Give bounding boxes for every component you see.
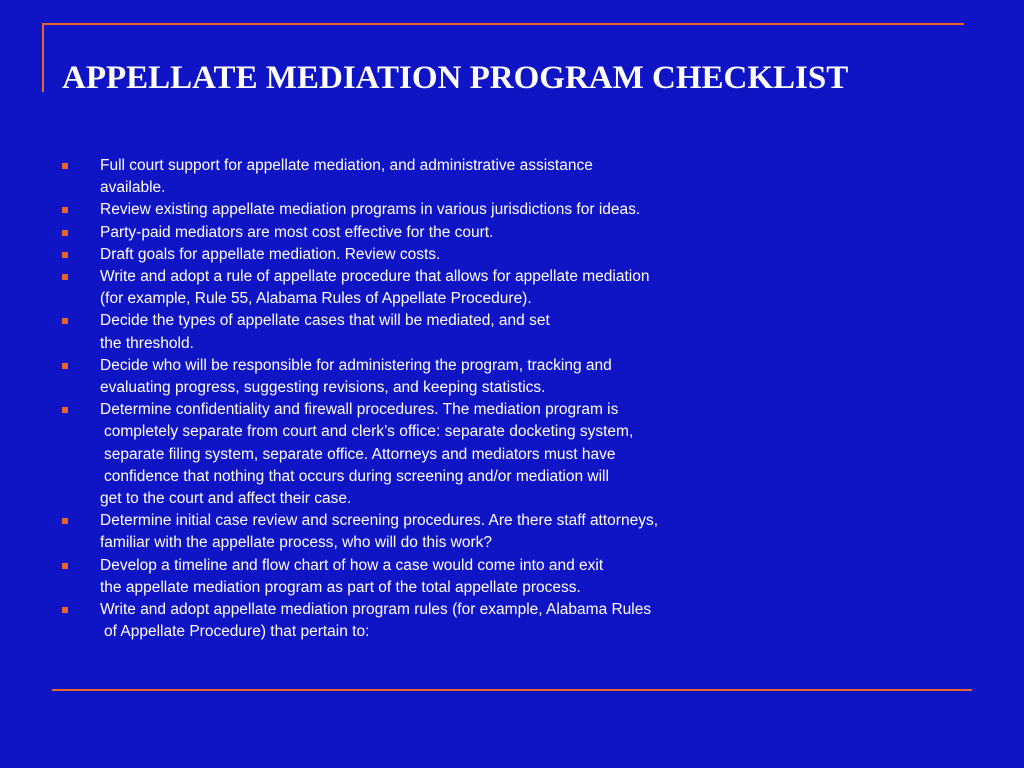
square-bullet-icon <box>62 318 68 324</box>
item-line: Write and adopt a rule of appellate procedure that allows for appellate mediation <box>100 268 650 286</box>
item-line: Full court support for appellate mediation, and administrative assistance <box>100 157 593 174</box>
item-line: the appellate mediation program as part of the total appellate process. <box>100 578 581 596</box>
item-line: of Appellate Procedure) that pertain to: <box>104 623 370 641</box>
checklist-item <box>62 399 658 510</box>
checklist-item <box>62 510 658 554</box>
item-line: get to the court and affect their case. <box>100 490 352 508</box>
item-line: separate filing system, separate office. Attorneys and mediators must have <box>104 445 616 463</box>
left-rule <box>42 23 44 92</box>
square-bullet-icon <box>62 607 68 613</box>
square-bullet-icon <box>62 274 68 280</box>
bottom-rule <box>52 689 972 691</box>
item-line: Decide who will be responsible for administering the program, tracking and <box>100 356 612 374</box>
checklist <box>62 155 658 643</box>
square-bullet-icon <box>62 407 68 413</box>
item-line: Review existing appellate mediation programs in various jurisdictions for ideas. <box>100 201 641 219</box>
checklist-item <box>62 266 658 310</box>
item-line: (for example, Rule 55, Alabama Rules of Appellate Procedure). <box>100 290 532 308</box>
item-line: Determine confidentiality and firewall procedures. The mediation program is <box>100 401 619 419</box>
item-line: Draft goals for appellate mediation. Review costs. <box>100 245 441 263</box>
checklist-item <box>62 599 658 643</box>
item-line: evaluating progress, suggesting revisions, and keeping statistics. <box>100 379 546 397</box>
item-line: Determine initial case review and screening procedures. Are there staff attorneys, <box>100 512 658 530</box>
item-line: completely separate from court and clerk’s office: separate docketing system, <box>104 423 634 441</box>
item-line: familiar with the appellate process, who will do this work? <box>100 534 492 552</box>
checklist-item <box>62 555 658 599</box>
square-bullet-icon <box>62 563 68 569</box>
item-line: Decide the types of appellate cases that will be mediated, and set <box>100 312 550 330</box>
square-bullet-icon <box>62 252 68 258</box>
item-line: available. <box>100 179 166 197</box>
item-line: Write and adopt appellate mediation program rules (for example, Alabama Rules <box>100 601 652 619</box>
checklist-item <box>62 199 658 221</box>
checklist-item <box>62 310 658 354</box>
checklist-item <box>62 155 658 199</box>
item-line: the threshold. <box>100 334 194 352</box>
slide-title: APPELLATE MEDIATION PROGRAM CHECKLIST <box>62 60 849 96</box>
square-bullet-icon <box>62 207 68 213</box>
item-line: Party-paid mediators are most cost effective for the court. <box>100 223 494 241</box>
top-rule <box>42 23 964 25</box>
item-line: confidence that nothing that occurs during screening and/or mediation will <box>104 467 609 485</box>
item-line: Develop a timeline and flow chart of how a case would come into and exit <box>100 556 604 574</box>
square-bullet-icon <box>62 363 68 369</box>
square-bullet-icon <box>62 163 68 169</box>
square-bullet-icon <box>62 230 68 236</box>
square-bullet-icon <box>62 518 68 524</box>
checklist-item <box>62 222 658 244</box>
checklist-item <box>62 355 658 399</box>
checklist-item <box>62 244 658 266</box>
